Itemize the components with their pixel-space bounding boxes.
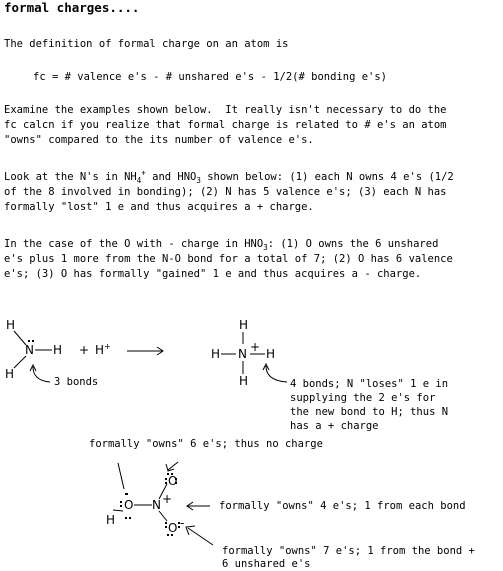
para3-line1: In the case of the O with - charge in $HNO_3$: (1) O owns the 6 unshared	[4, 238, 439, 253]
nh3-bond-lower	[14, 356, 26, 368]
owns6-pointer	[118, 463, 124, 489]
hno3-o-charge: -	[180, 516, 185, 530]
nh4-hydrogen-right: H	[266, 347, 276, 361]
nh3-hydrogen-1: H	[6, 318, 16, 332]
nh3-hydrogen-3: H	[5, 367, 15, 381]
hno3-oxygen-single: O	[168, 521, 178, 535]
nh4-hydrogen-left: H	[211, 347, 221, 361]
formal-charge-formula: fc = # valence e's - # unshared e's - 1/2(# bonding e's)	[33, 71, 388, 83]
hno3-oxygen-double: O	[168, 474, 178, 488]
nh4-charge: +	[250, 340, 261, 354]
para3-line3: e's; (3) O has formally "gained" 1 e and thus acquires a - charge.	[4, 268, 422, 280]
owns4-label: formally "owns" 4 e's; 1 from each bond	[219, 500, 466, 512]
four-bonds-label-1: 4 bonds; N "loses" 1 e in	[290, 378, 449, 390]
owns6-pointer-arrow	[168, 462, 178, 470]
four-bonds-label-4: has a + charge	[290, 420, 379, 432]
owns7-pointer	[188, 528, 213, 545]
para1-line3: "owns" compared to the its number of valence e's.	[4, 134, 314, 146]
page-title: formal charges....	[4, 0, 140, 15]
para2-line3: formally "lost" 1 e and thus acquires a + charge.	[4, 201, 314, 213]
nh4-nitrogen: N	[238, 347, 247, 361]
three-bonds-label: 3 bonds	[54, 376, 99, 388]
four-bonds-label-3: the new bond to H; thus N	[290, 406, 449, 418]
hno3-bond-no-bottom	[159, 511, 167, 521]
para2-line2: of the 8 involved in bonding); (2) N has 5 valence e's; (3) each N has	[4, 186, 447, 198]
four-bonds-pointer	[266, 366, 287, 382]
hno3-hydrogen: H	[106, 513, 116, 527]
hno3-oxygen-hydroxyl: O	[124, 498, 134, 512]
reaction-plus: +	[79, 343, 90, 357]
hno3-n-charge: +	[162, 492, 173, 506]
para3-line2: e's plus 1 more from the N-O bond for a total of 7; (2) O has 6 valence	[4, 253, 453, 265]
nh4-hydrogen-top: H	[239, 318, 249, 332]
owns7-label-2: 6 unshared e's	[222, 558, 311, 570]
para1-line2: fc calcn if you realize that formal charge is related to # e's an atom	[4, 119, 447, 131]
owns6-label: formally "owns" 6 e's; thus no charge	[89, 438, 323, 450]
proton: H+	[95, 342, 111, 357]
definition-intro: The definition of formal charge on an atom is	[4, 38, 289, 50]
owns7-label-1: formally "owns" 7 e's; 1 from the bond +	[222, 545, 475, 557]
nh4-hydrogen-bottom: H	[239, 374, 249, 388]
hno3-nitrogen: N	[152, 498, 161, 512]
hno3-bond-ho	[113, 510, 123, 511]
para2-line1: Look at the N's in $NH_4^+$ and $HNO_3$ shown below: (1) each N owns 4 e's (1/2	[4, 168, 454, 186]
nh3-hydrogen-2: H	[53, 343, 63, 357]
nh3-nitrogen: N	[25, 343, 34, 357]
para1-line1: Examine the examples shown below. It really isn't necessary to do the	[4, 104, 447, 116]
four-bonds-label-2: supplying the 2 e's for	[290, 392, 436, 404]
